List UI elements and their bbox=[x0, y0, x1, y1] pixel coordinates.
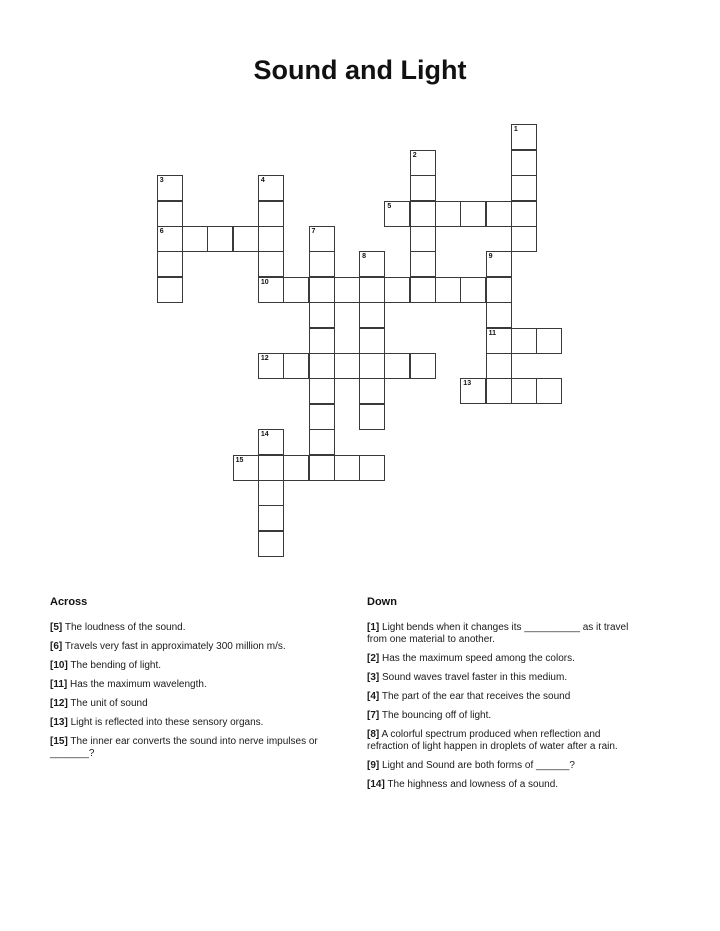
page-title: Sound and Light bbox=[253, 55, 467, 85]
clue-number: [6] bbox=[50, 641, 63, 652]
grid-cell[interactable] bbox=[182, 226, 208, 252]
clue-number: [15] bbox=[50, 736, 68, 747]
cell-number: 11 bbox=[488, 329, 496, 337]
clue-item: [14] The highness and lowness of a sound. bbox=[367, 779, 559, 790]
clue-number: [3] bbox=[367, 672, 380, 683]
clue-item: [12] The unit of sound bbox=[50, 698, 148, 709]
grid-cell[interactable] bbox=[486, 353, 512, 379]
cell-number: 6 bbox=[159, 227, 164, 235]
clue-item: [2] Has the maximum speed among the colors. bbox=[367, 653, 575, 664]
clue-number: [13] bbox=[50, 717, 68, 728]
grid-cell[interactable] bbox=[486, 201, 512, 227]
across-clues-list bbox=[50, 622, 322, 760]
clue-item: [10] The bending of light. bbox=[50, 660, 162, 671]
cell-number: 14 bbox=[260, 431, 269, 439]
grid-cell[interactable] bbox=[309, 302, 335, 328]
clue-item: [15] The inner ear converts the sound into nerve impulses or _______? bbox=[50, 736, 318, 759]
cell-number: 10 bbox=[260, 278, 269, 286]
grid-cell[interactable] bbox=[410, 251, 436, 277]
cell-number: 3 bbox=[159, 177, 164, 185]
grid-cell[interactable] bbox=[435, 277, 461, 303]
grid-cell[interactable] bbox=[359, 328, 385, 354]
clue-number: [14] bbox=[367, 779, 385, 790]
grid-cell[interactable] bbox=[359, 378, 385, 404]
grid-cell[interactable] bbox=[309, 328, 335, 354]
cell-number: 4 bbox=[260, 177, 265, 185]
down-clues-list bbox=[367, 622, 632, 791]
clue-number: [12] bbox=[50, 698, 68, 709]
grid-cell[interactable] bbox=[283, 455, 309, 481]
grid-cell[interactable] bbox=[309, 251, 335, 277]
clue-number: [10] bbox=[50, 660, 68, 671]
grid-cell[interactable] bbox=[258, 353, 284, 379]
grid-cell[interactable] bbox=[511, 226, 537, 252]
grid-cell[interactable] bbox=[359, 455, 385, 481]
clue-number: [11] bbox=[50, 679, 68, 690]
grid-cell[interactable] bbox=[511, 201, 537, 227]
cell-number: 1 bbox=[513, 126, 518, 134]
grid-cell[interactable] bbox=[258, 505, 284, 531]
grid-cell[interactable] bbox=[435, 201, 461, 227]
clue-item: [11] Has the maximum wavelength. bbox=[50, 679, 207, 690]
cell-number: 2 bbox=[412, 151, 417, 159]
across-heading: Across bbox=[50, 596, 88, 608]
grid-cell[interactable] bbox=[207, 226, 233, 252]
grid-cell[interactable] bbox=[410, 150, 436, 176]
grid-cell[interactable] bbox=[258, 201, 284, 227]
grid-cell[interactable] bbox=[486, 328, 512, 354]
grid-cell[interactable] bbox=[258, 531, 284, 557]
grid-cell[interactable] bbox=[309, 378, 335, 404]
down-heading: Down bbox=[367, 596, 397, 608]
grid-cell[interactable] bbox=[359, 277, 385, 303]
grid-cell[interactable] bbox=[536, 328, 562, 354]
grid-cell[interactable] bbox=[486, 378, 512, 404]
clue-item: [6] Travels very fast in approximately 300 million m/s. bbox=[50, 641, 286, 652]
grid-cell[interactable] bbox=[359, 353, 385, 379]
grid-cell[interactable] bbox=[309, 353, 335, 379]
clue-number: [4] bbox=[367, 691, 380, 702]
down-clues-section bbox=[367, 596, 632, 798]
clue-number: [7] bbox=[367, 710, 380, 721]
grid-cell[interactable] bbox=[486, 277, 512, 303]
grid-cell[interactable] bbox=[258, 175, 284, 201]
grid-cell[interactable] bbox=[384, 353, 410, 379]
grid-cell[interactable] bbox=[359, 302, 385, 328]
cell-number: 12 bbox=[260, 354, 269, 362]
grid-cell[interactable] bbox=[511, 175, 537, 201]
cell-number: 13 bbox=[463, 380, 472, 388]
grid-cell[interactable] bbox=[233, 455, 259, 481]
clue-item: [8] A colorful spectrum produced when reflection and refraction of light happen in droplets of water after a rain. bbox=[367, 729, 618, 752]
grid-cell[interactable] bbox=[460, 378, 486, 404]
cell-number: 8 bbox=[362, 253, 366, 261]
clue-item: [7] The bouncing off of light. bbox=[367, 710, 492, 721]
grid-cell[interactable] bbox=[233, 226, 259, 252]
grid-cell[interactable] bbox=[309, 455, 335, 481]
clue-number: [2] bbox=[367, 653, 380, 664]
grid-cell[interactable] bbox=[258, 251, 284, 277]
grid-cell[interactable] bbox=[511, 150, 537, 176]
grid-cell[interactable] bbox=[157, 201, 183, 227]
grid-cell[interactable] bbox=[460, 201, 486, 227]
grid-cell[interactable] bbox=[309, 429, 335, 455]
clue-item: [5] The loudness of the sound. bbox=[50, 622, 186, 633]
grid-cell[interactable] bbox=[486, 302, 512, 328]
grid-cell[interactable] bbox=[309, 226, 335, 252]
cell-number: 15 bbox=[235, 456, 244, 464]
grid-cell[interactable] bbox=[283, 277, 309, 303]
grid-cell[interactable] bbox=[283, 353, 309, 379]
grid-cell[interactable] bbox=[157, 251, 183, 277]
grid-cell[interactable] bbox=[258, 480, 284, 506]
grid-cell[interactable] bbox=[410, 175, 436, 201]
cell-number: 9 bbox=[488, 253, 493, 261]
clue-number: [5] bbox=[50, 622, 63, 633]
grid-cell[interactable] bbox=[359, 404, 385, 430]
clue-item: [4] The part of the ear that receives the sound bbox=[367, 691, 571, 702]
clue-item: [13] Light is reflected into these sensory organs. bbox=[50, 717, 264, 728]
across-clues-section bbox=[50, 596, 322, 767]
grid-cell[interactable] bbox=[334, 277, 360, 303]
grid-cell[interactable] bbox=[309, 277, 335, 303]
grid-cell[interactable] bbox=[384, 277, 410, 303]
grid-cell[interactable] bbox=[460, 277, 486, 303]
clue-item: [3] Sound waves travel faster in this medium. bbox=[367, 672, 568, 683]
grid-cell[interactable] bbox=[334, 455, 360, 481]
grid-cell[interactable] bbox=[511, 378, 537, 404]
grid-cell[interactable] bbox=[157, 226, 183, 252]
grid-cell[interactable] bbox=[258, 226, 284, 252]
grid-cell[interactable] bbox=[410, 226, 436, 252]
grid-cell[interactable] bbox=[258, 455, 284, 481]
clue-number: [8] bbox=[367, 729, 380, 740]
grid-cell[interactable] bbox=[309, 404, 335, 430]
clue-number: [1] bbox=[367, 622, 380, 633]
grid-cell[interactable] bbox=[157, 175, 183, 201]
grid-cell[interactable] bbox=[536, 378, 562, 404]
grid-cell[interactable] bbox=[157, 277, 183, 303]
cell-number: 7 bbox=[311, 227, 316, 235]
grid-cell[interactable] bbox=[410, 353, 436, 379]
clue-number: [9] bbox=[367, 760, 380, 771]
grid-cell[interactable] bbox=[258, 277, 284, 303]
grid-cell[interactable] bbox=[486, 251, 512, 277]
grid-cell[interactable] bbox=[384, 201, 410, 227]
grid-cell[interactable] bbox=[511, 328, 537, 354]
clue-item: [9] Light and Sound are both forms of ______? bbox=[367, 760, 575, 771]
cell-number: 5 bbox=[387, 202, 392, 210]
grid-cell[interactable] bbox=[359, 251, 385, 277]
grid-cell[interactable] bbox=[334, 353, 360, 379]
grid-cell[interactable] bbox=[258, 429, 284, 455]
grid-cell[interactable] bbox=[511, 124, 537, 150]
clue-item: [1] Light bends when it changes its __________ as it travel from one material to another. bbox=[367, 622, 629, 645]
grid-cell[interactable] bbox=[410, 201, 436, 227]
grid-cell[interactable] bbox=[410, 277, 436, 303]
